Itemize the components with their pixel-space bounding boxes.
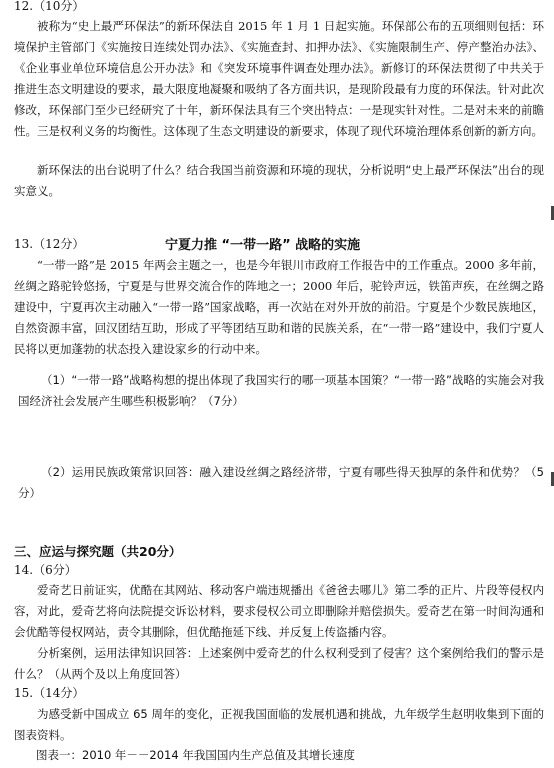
question-12-material — [14, 16, 544, 142]
question-15-header: 15.（14分） — [14, 686, 85, 700]
question-12-paragraph: 被称为“史上最严环保法”的新环保法自 2015 年 1 月 1 日起实施。环保部公布的五项细则包括：环境保护主管部门《实施按日连续处罚办法》、《实施查封、扣押办法》、《实施限制生产、停产整治办法》、《企业事业单位环境信息公开办法》和《突发环境事件调查处理办法》。新修订的环保法贯彻了中共关于推进生态文明建设的要求，最大限度地凝聚和吸纳了各方面共识，是现阶段最有力度的环保法。针对此次修改，环保部门至少已经研究了十年，新环保法具有三个突出特点：一是现实针对性。二是对未来的前瞻性。三是权利义务的均衡性。这体现了生态文明建设的新要求，体现了现代环境治理体系创新的新方向。 — [14, 19, 544, 138]
question-12-prompt — [14, 160, 544, 202]
question-14-header: 14.（6分） — [14, 563, 77, 577]
question-14-paragraph: 爱奇艺日前证实，优酷在其网站、移动客户端违规播出《爸爸去哪儿》第二季的正片、片段等侵权内容，对此，爱奇艺将向法院提交诉讼材料，要求侵权公司立即删除并赔偿损失。爱奇艺在第一时间沟通和会优酷等侵权网站，责令其删除，但优酷拖延下线、并反复上传盗播内容。 — [14, 583, 544, 639]
question-12-question: 新环保法的出台说明了什么？结合我国当前资源和环境的现状，分析说明“史上最严环保法”出台的现实意义。 — [14, 163, 544, 198]
question-13-sub2-text: （2）运用民族政策常识回答：融入建设丝绸之路经济带，宁夏有哪些得天独厚的条件和优势？（5分） — [18, 465, 544, 500]
question-15-material — [14, 704, 544, 746]
question-14-material — [14, 580, 544, 643]
question-13-sub1-text: （1）“一带一路”战略构想的提出体现了我国实行的哪一项基本国策？“一带一路”战略的实施会对我国经济社会发展产生哪些积极影响？（7分） — [18, 373, 544, 408]
section-3-title: 三、应运与探究题（共20分） — [14, 544, 182, 559]
question-13-header: 13.（12分） — [14, 237, 85, 251]
question-13-sub1 — [18, 370, 544, 412]
question-13-material — [14, 255, 544, 360]
question-15-paragraph: 为感受新中国成立 65 周年的变化，正视我国面临的发展机遇和挑战，九年级学生赵明收集到下面的图表资料。 — [14, 707, 544, 742]
question-13-title: 宁夏力推 “一带一路” 战略的实施 — [165, 238, 361, 253]
question-13-paragraph: “一带一路”是 2015 年两会主题之一，也是今年银川市政府工作报告中的工作重点。2000 多年前，丝绸之路驼铃悠扬，宁夏是与世界交流合作的阵地之一；2000 年后，驼铃声远，铁笛声疾，在丝绸之路建设中，宁夏再次主动融入“一带一路”国家战略，再一次站在对外开放的前沿。宁夏是个少数民族地区，自然资源丰富，回汉团结互助，形成了平等团结互助和谐的民族关系，在“一带一路”建设中，我们宁夏人民将以更加蓬勃的状态投入建设家乡的行动中来。 — [14, 258, 544, 356]
question-14-prompt — [14, 643, 544, 685]
question-15-chart-caption: 图表一：2010 年－－2014 年我国国内生产总值及其增长速度 — [36, 748, 355, 762]
question-13-sub2 — [18, 462, 544, 504]
question-14-question: 分析案例，运用法律知识回答：上述案例中爱奇艺的什么权利受到了侵害？这个案例给我们的警示是什么？（从两个及以上角度回答） — [14, 646, 544, 681]
question-12-header: 12.（10分） — [14, 0, 85, 13]
